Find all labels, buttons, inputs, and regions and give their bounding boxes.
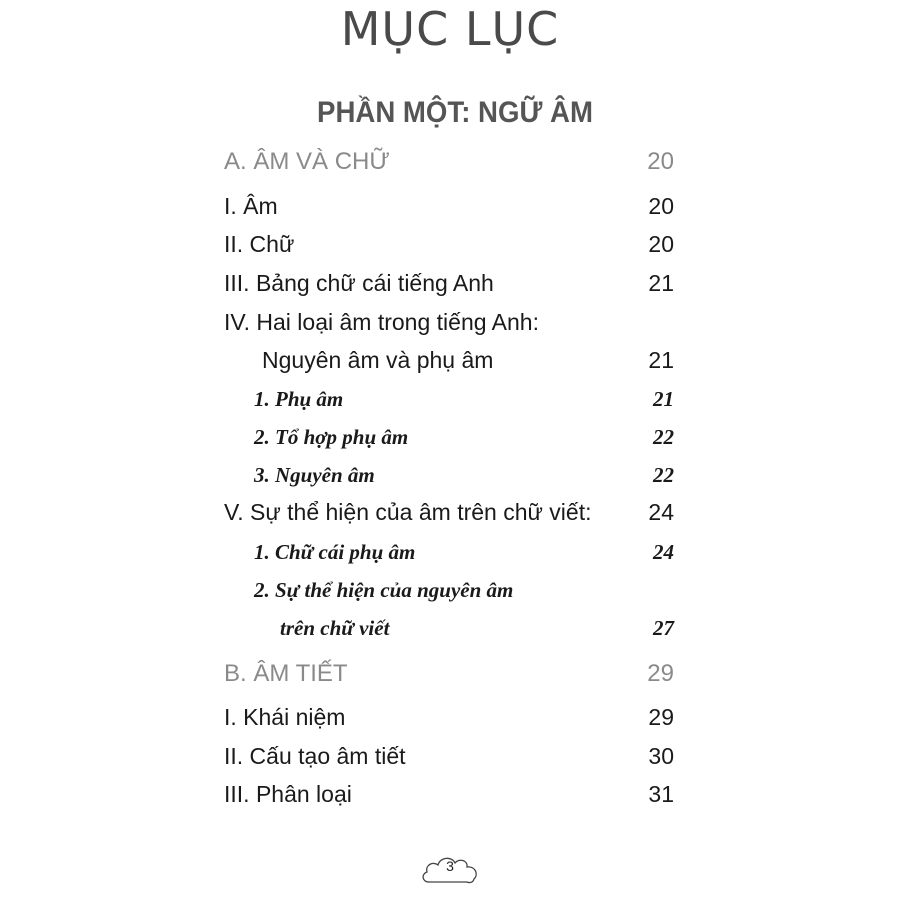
toc-page: 29 — [648, 704, 674, 730]
toc-page: 20 — [648, 193, 674, 219]
toc-item[interactable] — [224, 347, 674, 383]
toc-page: 24 — [648, 499, 674, 525]
toc-page: 29 — [647, 660, 674, 687]
toc-section-a[interactable] — [224, 148, 674, 184]
toc-label: 2. Tổ hợp phụ âm — [254, 425, 409, 449]
toc-label: A. ÂM VÀ CHỮ — [224, 148, 390, 175]
toc-subitem[interactable] — [224, 616, 674, 652]
toc-section-b[interactable] — [224, 660, 674, 696]
toc-item[interactable] — [224, 704, 674, 740]
toc-label: B. ÂM TIẾT — [224, 660, 348, 687]
toc-item[interactable] — [224, 231, 674, 267]
toc-subitem[interactable] — [224, 425, 674, 461]
toc-page: 24 — [653, 540, 674, 564]
toc-page: 22 — [653, 425, 674, 449]
toc-label: 1. Chữ cái phụ âm — [254, 540, 416, 564]
toc-label: V. Sự thể hiện của âm trên chữ viết: — [224, 499, 592, 525]
toc-subitem[interactable] — [224, 578, 674, 614]
toc-subitem[interactable] — [224, 540, 674, 576]
toc-label: Nguyên âm và phụ âm — [262, 347, 494, 373]
toc-page: 21 — [648, 270, 674, 296]
toc-label: trên chữ viết — [280, 616, 390, 640]
toc-label: I. Khái niệm — [224, 704, 346, 730]
toc-label: 3. Nguyên âm — [254, 463, 375, 487]
toc-label: II. Cấu tạo âm tiết — [224, 743, 406, 769]
toc-page: 21 — [653, 387, 674, 411]
page-number: 3 — [446, 858, 454, 874]
toc-page: 21 — [648, 347, 674, 373]
toc-page: 31 — [648, 781, 674, 807]
toc-label: IV. Hai loại âm trong tiếng Anh: — [224, 309, 539, 335]
page-title: MỤC LỤC — [340, 2, 560, 56]
toc-page: 22 — [653, 463, 674, 487]
toc-item[interactable] — [224, 499, 674, 535]
toc-label: 1. Phụ âm — [254, 387, 344, 411]
toc-page: 20 — [648, 231, 674, 257]
toc-page: 30 — [648, 743, 674, 769]
toc-item[interactable] — [224, 743, 674, 779]
toc-item[interactable] — [224, 270, 674, 306]
toc-item[interactable] — [224, 781, 674, 817]
toc-item[interactable] — [224, 309, 674, 345]
toc-item[interactable] — [224, 193, 674, 229]
toc-label: II. Chữ — [224, 231, 295, 257]
toc-label: III. Phân loại — [224, 781, 352, 807]
toc-subitem[interactable] — [224, 463, 674, 499]
toc-label: III. Bảng chữ cái tiếng Anh — [224, 270, 494, 296]
toc-label: I. Âm — [224, 193, 278, 219]
toc-label: 2. Sự thể hiện của nguyên âm — [254, 578, 514, 602]
toc-subitem[interactable] — [224, 387, 674, 423]
toc-page: 27 — [653, 616, 674, 640]
toc-page: 20 — [647, 148, 674, 175]
part-title: PHẦN MỘT: NGỮ ÂM — [317, 96, 593, 129]
